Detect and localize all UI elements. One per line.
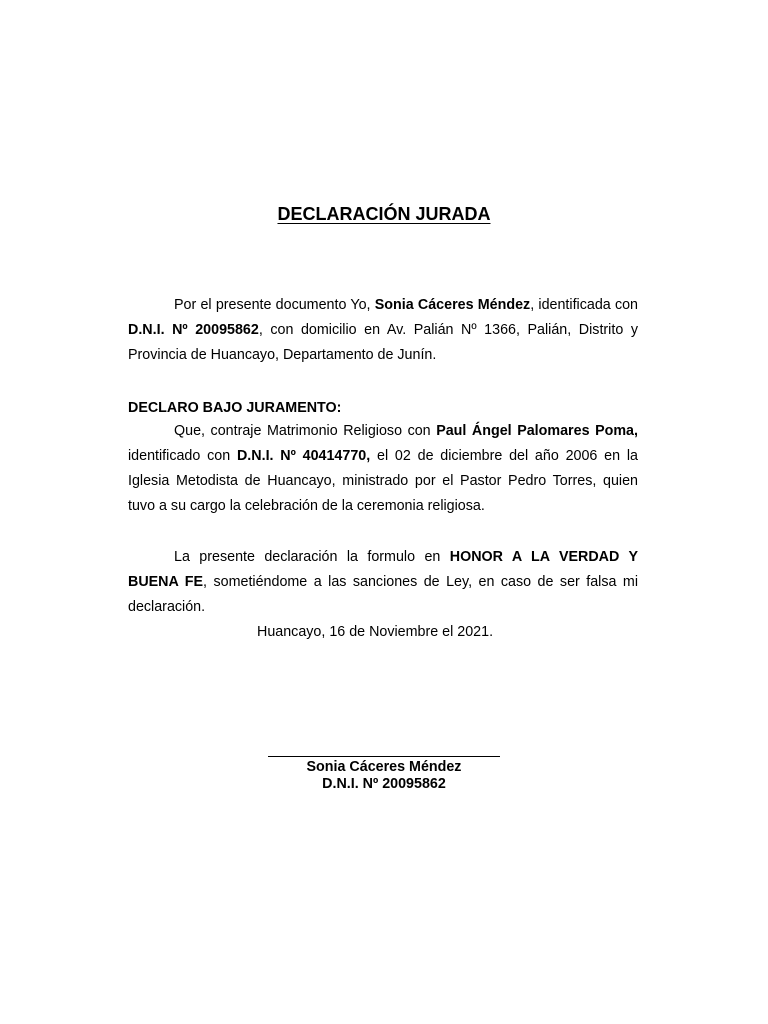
declaration-heading: DECLARO BAJO JURAMENTO: — [128, 400, 342, 416]
declarant-dni: D.N.I. Nº 20095862 — [128, 322, 259, 338]
oath-emphasis: HONOR A LA VERDAD Y BUENA FE — [128, 549, 638, 590]
spouse-dni: D.N.I. Nº 40414770, — [236, 448, 371, 464]
document-title — [0, 204, 768, 225]
paragraph-identity — [128, 293, 638, 368]
signature-dni: D.N.I. Nº 20095862 — [322, 776, 446, 792]
paragraph-identity-connector: , identificada con — [530, 297, 638, 313]
paragraph-oath-closing: , sometiéndome a las sanciones de Ley, en caso de ser falsa mi declaración. — [128, 574, 638, 615]
document-title-text: DECLARACIÓN JURADA — [277, 204, 491, 224]
spouse-name: Paul Ángel Palomares Poma, — [436, 423, 638, 439]
paragraph-marriage — [128, 419, 638, 519]
paragraph-marriage-connector: identificado con — [128, 448, 237, 464]
paragraph-oath — [128, 545, 638, 620]
signature-name: Sonia Cáceres Méndez — [306, 759, 462, 775]
paragraph-marriage-intro: Que, contraje Matrimonio Religioso con — [174, 423, 437, 439]
signature-line — [268, 756, 500, 757]
paragraph-marriage-details: el 02 de diciembre del año 2006 en la Iglesia Metodista de Huancayo, ministrado por el Pastor Pedro Torres, quien tuvo a su cargo la celebración de la ceremonia religiosa. — [128, 448, 638, 514]
paragraph-oath-intro: La presente declaración la formulo en — [174, 549, 450, 565]
paragraph-identity-intro: Por el presente documento Yo, — [174, 297, 375, 313]
paragraph-identity-address: , con domicilio en Av. Palián Nº 1366, Palián, Distrito y Provincia de Huancayo, Departamento de Junín. — [128, 322, 638, 363]
declarant-name: Sonia Cáceres Méndez — [374, 297, 531, 313]
place-and-date: Huancayo, 16 de Noviembre el 2021. — [257, 624, 494, 640]
